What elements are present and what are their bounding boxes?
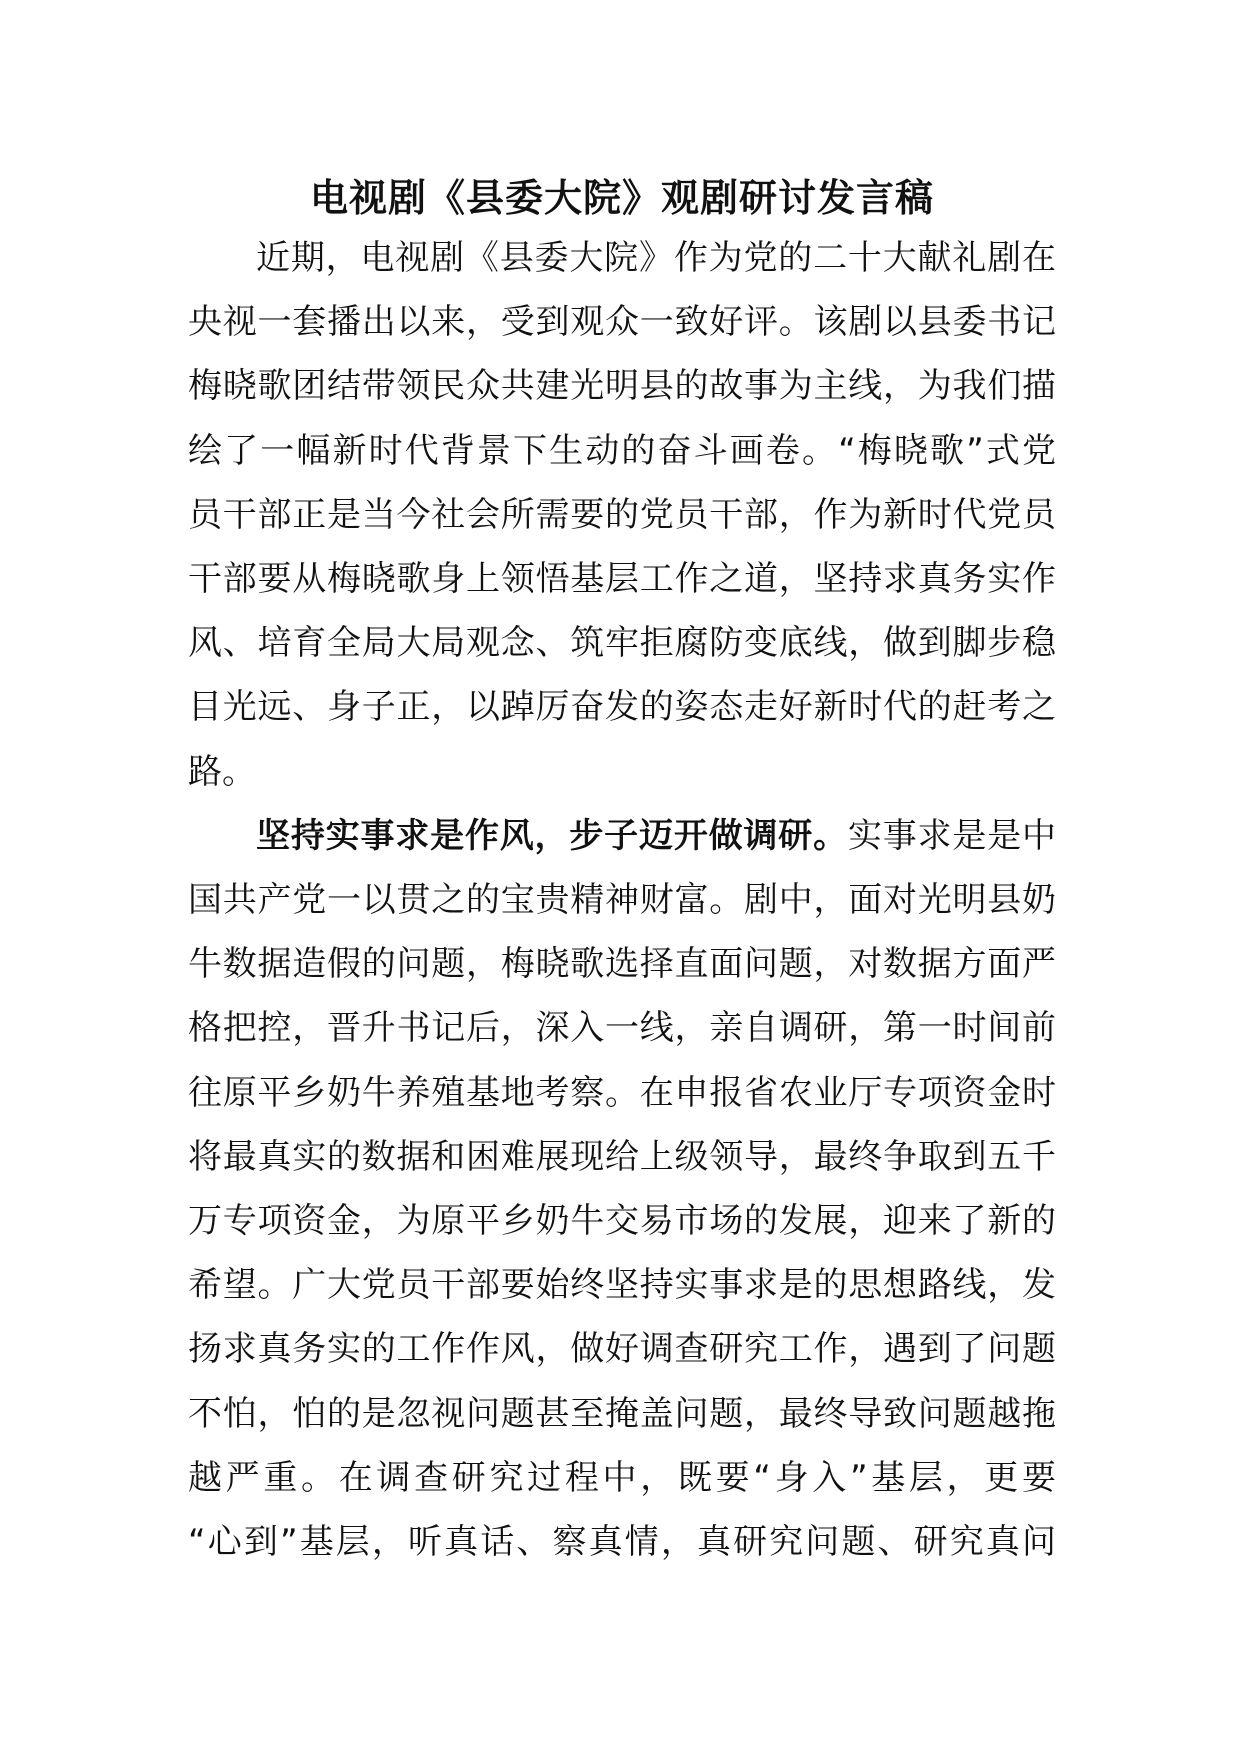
paragraph-line: 越严重。在调查研究过程中，既要“身入”基层，更要 [188, 1457, 1056, 1498]
paragraph-line: 近期，电视剧《县委大院》作为党的二十大献礼剧在 [256, 238, 1056, 278]
paragraph-line: “心到”基层，听真话、察真情，真研究问题、研究真问 [188, 1522, 1056, 1563]
paragraph-line: 绘了一幅新时代背景下生动的奋斗画卷。“梅晓歌”式党 [188, 430, 1056, 471]
paragraph-line: 国共产党一以贯之的宝贵精神财富。剧中，面对光明县奶 [188, 880, 1056, 921]
paragraph-line: 员干部正是当今社会所需要的党员干部，作为新时代党员 [188, 494, 1056, 535]
paragraph-line: 风、培育全局大局观念、筑牢拒腐防变底线，做到脚步稳 [188, 623, 1056, 664]
paragraph-line: 格把控，晋升书记后，深入一线，亲自调研，第一时间前 [188, 1008, 1056, 1049]
paragraph-intro [188, 226, 1056, 804]
document-page [188, 170, 1056, 1574]
paragraph-line: 目光远、身子正，以踔厉奋发的姿态走好新时代的赶考之 [188, 687, 1056, 728]
paragraph-line: 扬求真务实的工作作风，做好调查研究工作，遇到了问题 [188, 1329, 1056, 1370]
paragraph-line: 梅晓歌团结带领民众共建光明县的故事为主线，为我们描 [188, 366, 1056, 407]
section-heading: 坚持实事求是作风，步子迈开做调研。 [256, 815, 848, 856]
paragraph-line-rest: 实事求是是中 [847, 815, 1057, 856]
paragraph-section-1 [188, 804, 1056, 1574]
paragraph-first-line [188, 804, 1056, 868]
paragraph-line: 往原平乡奶牛养殖基地考察。在申报省农业厅专项资金时 [188, 1072, 1056, 1113]
paragraph-line: 牛数据造假的问题，梅晓歌选择直面问题，对数据方面严 [188, 944, 1056, 985]
paragraph-line: 希望。广大党员干部要始终坚持实事求是的思想路线，发 [188, 1265, 1056, 1306]
paragraph-line: 万专项资金，为原平乡奶牛交易市场的发展，迎来了新的 [188, 1201, 1056, 1242]
paragraph-line: 干部要从梅晓歌身上领悟基层工作之道，坚持求真务实作 [188, 559, 1056, 600]
paragraph-line: 路。 [188, 751, 256, 792]
paragraph-line: 不怕，怕的是忽视问题甚至掩盖问题，最终导致问题越拖 [188, 1393, 1056, 1434]
document-title: 电视剧《县委大院》观剧研讨发言稿 [309, 176, 934, 220]
paragraph-line: 将最真实的数据和困难展现给上级领导，最终争取到五千 [188, 1136, 1056, 1177]
paragraph-line: 央视一套播出以来，受到观众一致好评。该剧以县委书记 [188, 302, 1056, 343]
